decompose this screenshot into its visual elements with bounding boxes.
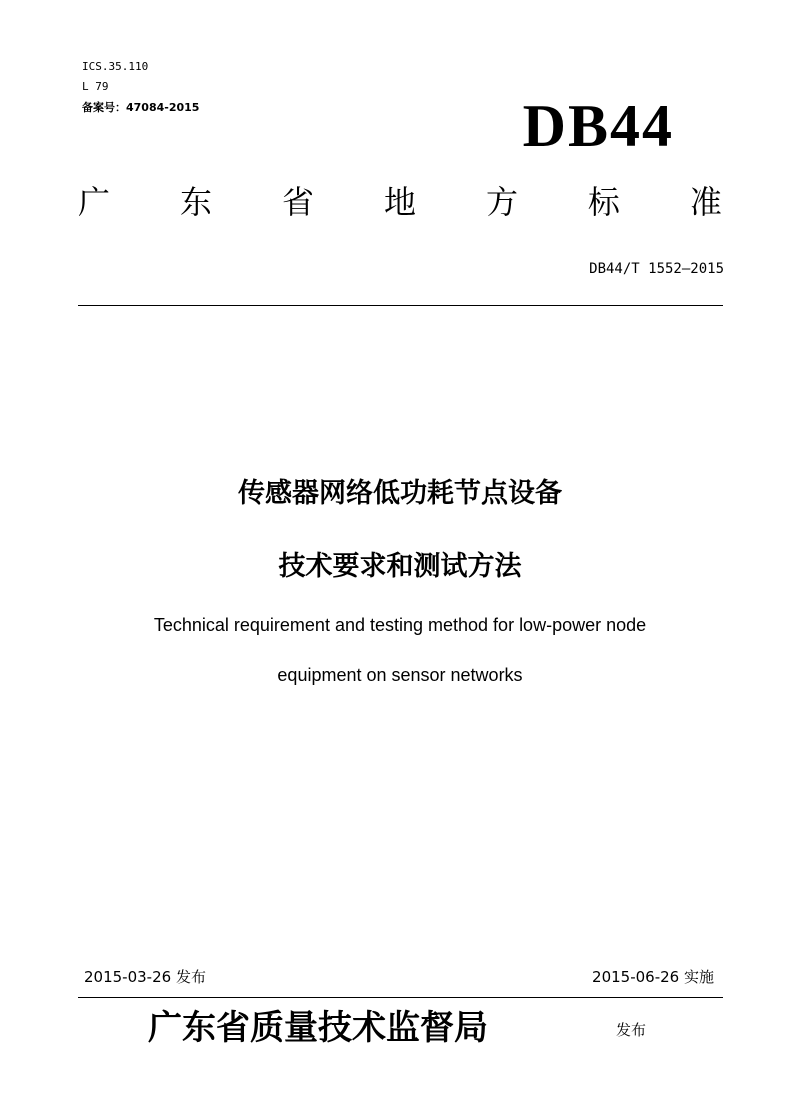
title-cn-line-1: 传感器网络低功耗节点设备: [238, 478, 562, 509]
bottom-divider: [78, 997, 723, 998]
issuing-authority: 广东省质量技术监督局: [148, 1008, 488, 1048]
record-label: 备案号：: [82, 101, 126, 114]
record-number-line: [82, 101, 199, 115]
standard-code-mark: DB44: [522, 93, 674, 159]
standard-type-char: 省: [281, 183, 314, 221]
standard-type-char: 准: [689, 183, 722, 221]
ics-code: ICS.35.110: [82, 60, 149, 73]
standard-type-heading: [78, 180, 722, 224]
top-divider: [78, 305, 723, 306]
standard-type-char: 广: [78, 183, 111, 221]
issue-date: 2015-03-26 发布: [84, 968, 206, 986]
standard-type-char: 方: [485, 183, 518, 221]
title-en-line-2: equipment on sensor networks: [277, 665, 523, 685]
title-cn-line-2: 技术要求和测试方法: [278, 551, 522, 582]
category-code: L 79: [82, 80, 109, 93]
title-en-line-1: Technical requirement and testing method for low-power node: [153, 615, 647, 635]
standard-number: DB44/T 1552—2015: [589, 261, 724, 277]
standard-type-char: 东: [179, 183, 212, 221]
standard-type-char: 地: [383, 183, 416, 221]
implementation-date: 2015-06-26 实施: [592, 968, 714, 986]
record-number: 47084-2015: [126, 101, 200, 114]
issuer-suffix: 发布: [616, 1021, 647, 1039]
standard-type-char: 标: [587, 183, 620, 221]
